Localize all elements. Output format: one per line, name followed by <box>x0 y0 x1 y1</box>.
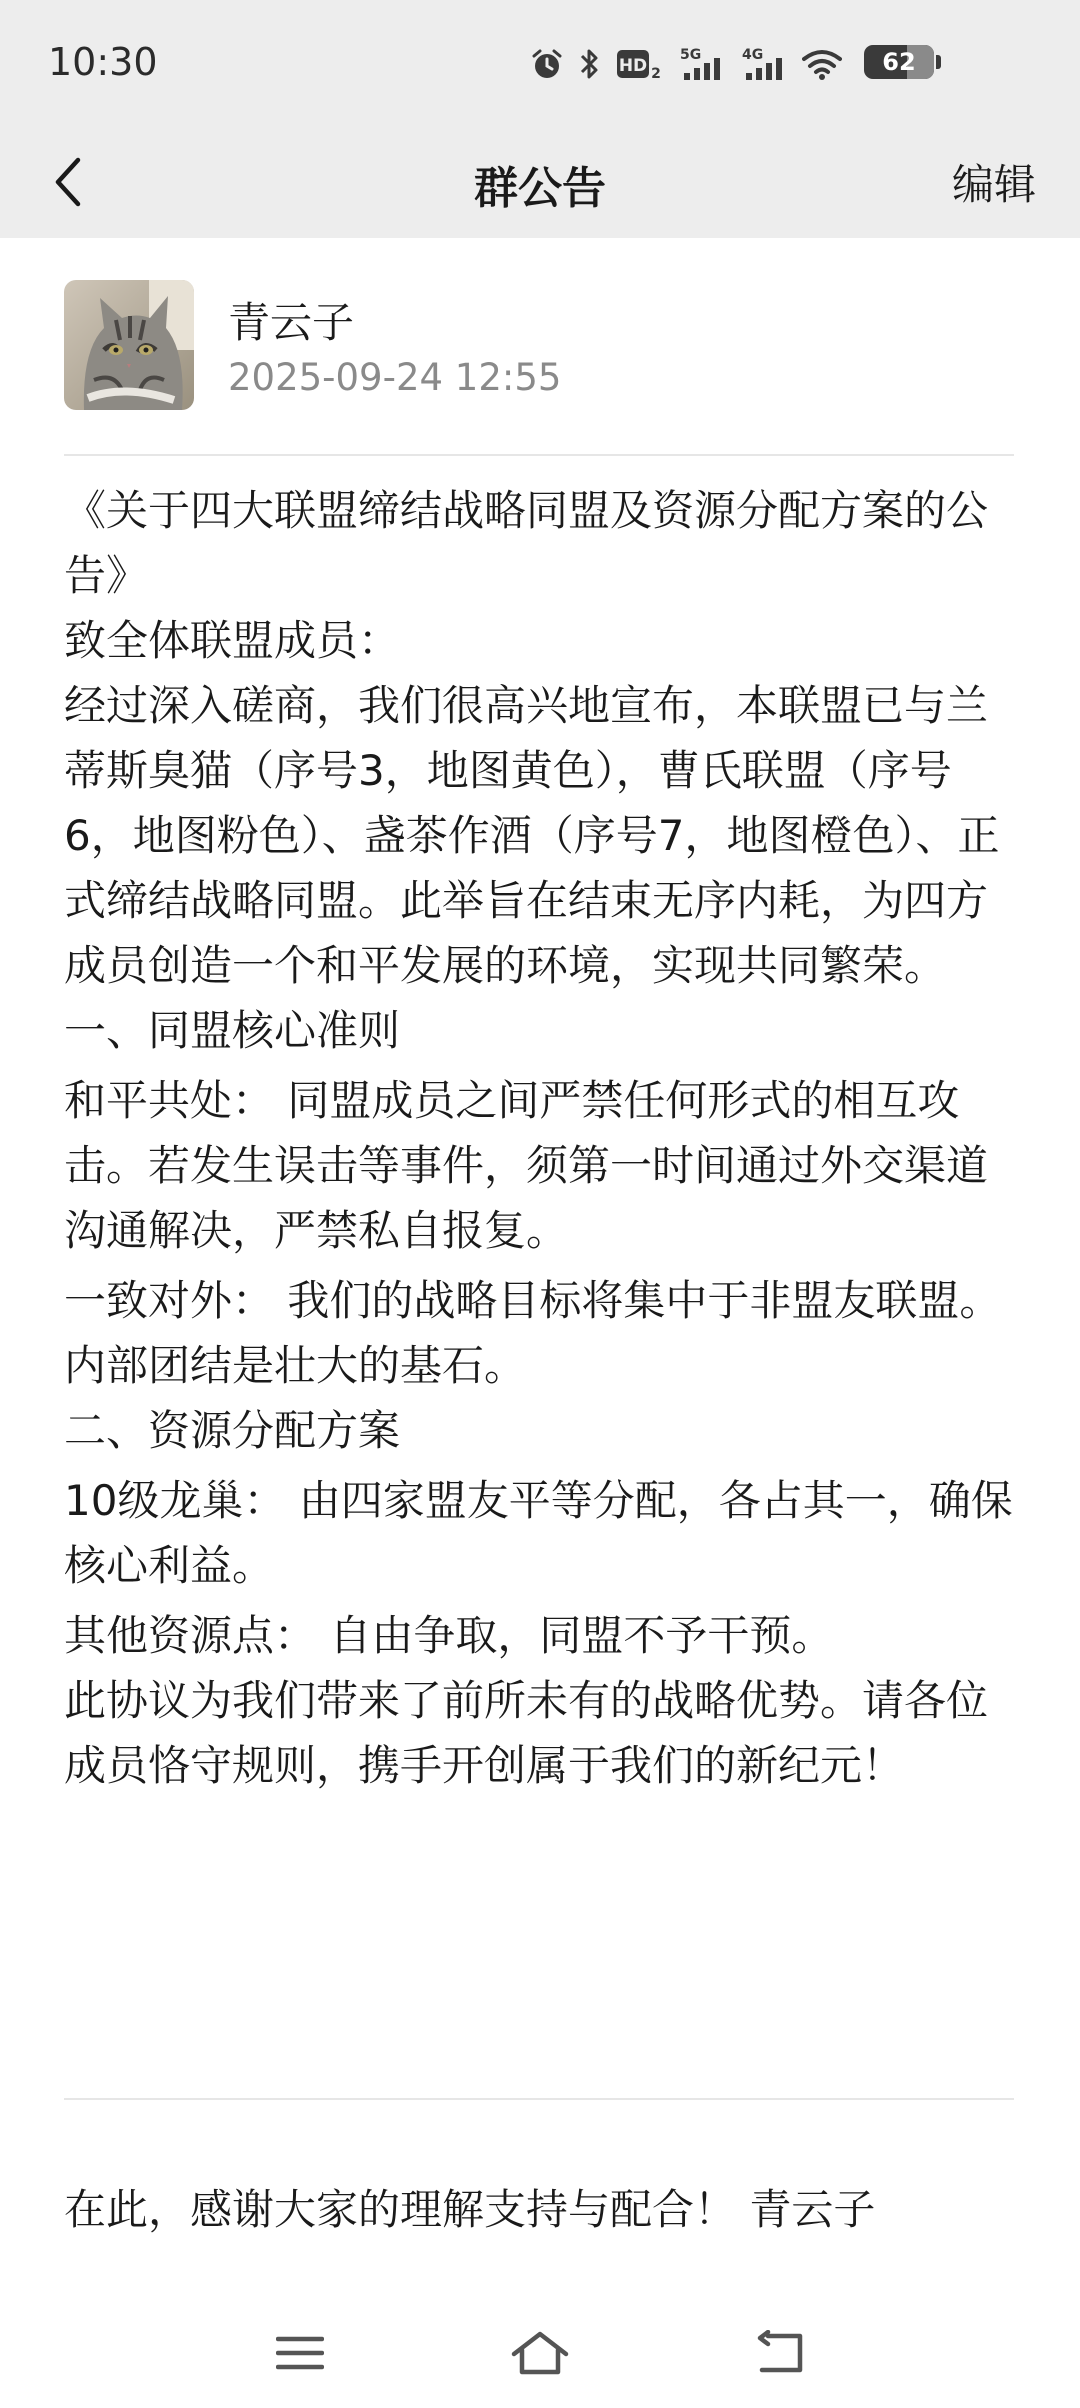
svg-text:2: 2 <box>651 66 661 81</box>
alarm-icon <box>530 47 564 81</box>
home-button[interactable] <box>500 2320 580 2390</box>
post-time: 2025-09-24 12:55 <box>228 356 562 399</box>
section-heading: 二、资源分配方案 <box>64 1406 401 1455</box>
avatar[interactable] <box>64 280 194 410</box>
cat-avatar <box>64 280 194 410</box>
paragraph: 一致对外： 我们的战略目标将集中于非盟友联盟。内部团结是壮大的基石。 <box>64 1276 1002 1390</box>
announcement-content <box>64 478 1014 1798</box>
wifi-icon <box>802 48 842 80</box>
announcement-title: 《关于四大联盟缔结战略同盟及资源分配方案的公告》 <box>64 486 989 600</box>
paragraph: 和平共处： 同盟成员之间严禁任何形式的相互攻击。若发生误击等事件，须第一时间通过外交渠道沟通解决，严禁私自报复。 <box>64 1076 989 1255</box>
svg-text:5G: 5G <box>680 47 702 63</box>
battery-icon <box>864 44 942 80</box>
author-info <box>64 280 1014 412</box>
paragraph: 经过深入磋商，我们很高兴地宣布，本联盟已与兰蒂斯臭猫（序号3，地图黄色），曹氏联盟（序号6，地图粉色）、盏茶作酒（序号7，地图橙色）、正式缔结战略同盟。此举旨在结束无序内耗，为四方成员创造一个和平发展的环境，实现共同繁荣。 <box>64 681 1000 990</box>
menu-button[interactable] <box>260 2320 340 2390</box>
battery-percent: 62 <box>882 48 916 76</box>
nav-bar <box>0 128 1080 238</box>
page-title: 群公告 <box>474 163 606 214</box>
section-heading: 一、同盟核心准则 <box>64 1006 401 1055</box>
system-nav-bar <box>0 2300 1080 2408</box>
svg-text:HD: HD <box>618 56 648 76</box>
svg-text:4G: 4G <box>742 47 764 63</box>
header <box>0 0 1080 238</box>
edit-button[interactable]: 编辑 <box>951 160 1036 209</box>
paragraph: 10级龙巢： 由四家盟友平等分配，各占其一，确保核心利益。 <box>64 1476 1013 1590</box>
5g-signal-icon <box>678 46 726 82</box>
paragraph: 此协议为我们带来了前所未有的战略优势。请各位成员恪守规则，携手开创属于我们的新纪元！ <box>64 1676 989 1790</box>
back-nav-button[interactable] <box>740 2320 820 2390</box>
bluetooth-icon <box>578 46 602 82</box>
battery-level <box>864 45 934 79</box>
status-time: 10:30 <box>48 40 158 84</box>
author-name: 青云子 <box>228 298 355 347</box>
thanks-note: 在此，感谢大家的理解支持与配合！ 青云子 <box>64 2185 876 2234</box>
paragraph: 其他资源点： 自由争取，同盟不予干预。 <box>64 1611 834 1660</box>
divider <box>64 2098 1014 2100</box>
menu-icon <box>276 2333 324 2377</box>
back-icon <box>754 2330 806 2380</box>
4g-signal-icon <box>740 46 788 82</box>
home-icon <box>510 2330 570 2380</box>
divider <box>64 454 1014 456</box>
greeting: 致全体联盟成员： <box>64 616 401 665</box>
hd-icon <box>616 47 664 81</box>
status-bar <box>0 0 1080 128</box>
